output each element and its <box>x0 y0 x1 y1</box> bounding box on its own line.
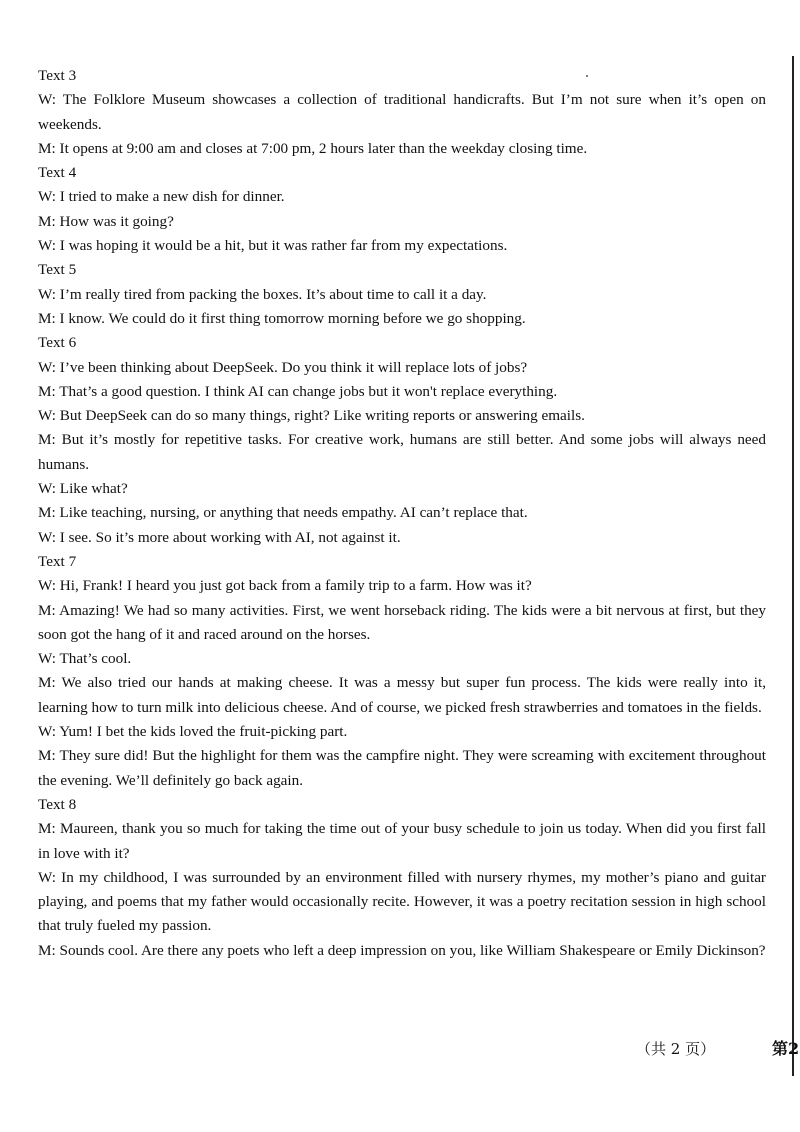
dialogue-line: W: Hi, Frank! I heard you just got back from a family trip to a farm. How was it? <box>38 577 532 595</box>
section-heading: Text 8 <box>38 795 77 813</box>
dialogue-line: W: But DeepSeek can do so many things, right? Like writing reports or answering emails. <box>38 407 585 425</box>
dialogue-line: M: That’s a good question. I think AI can change jobs but it won't replace everything. <box>38 382 558 400</box>
footer-page-number: 第2 <box>772 1039 800 1058</box>
dialogue-line: W: The Folklore Museum showcases a collection of traditional handicrafts. But I’m not sure when it’s open on weekends. <box>38 91 766 133</box>
section-heading: Text 7 <box>38 552 77 570</box>
dialogue-line: M: Sounds cool. Are there any poets who left a deep impression on you, like William Shakespeare or Emily Dickinson? <box>38 941 766 959</box>
dialogue-line: W: I tried to make a new dish for dinner. <box>38 188 285 206</box>
page-edge-rule <box>792 56 794 1076</box>
dialogue-line: M: How was it going? <box>38 212 174 230</box>
dialogue-line: W: Yum! I bet the kids loved the fruit-picking part. <box>38 723 348 741</box>
dialogue-line: W: I see. So it’s more about working with AI, not against it. <box>38 528 401 546</box>
dialogue-line: M: I know. We could do it first thing tomorrow morning before we go shopping. <box>38 309 526 327</box>
dialogue-line: M: But it’s mostly for repetitive tasks. For creative work, humans are still better. And some jobs will always need humans. <box>38 431 766 473</box>
dialogue-line: M: We also tried our hands at making cheese. It was a messy but super fun process. The kids were really into it, learning how to turn milk into delicious cheese. And of course, we picked fresh strawberries and tomatoes in the fields. <box>38 674 766 716</box>
dialogue-line: W: I was hoping it would be a hit, but it was rather far from my expectations. <box>38 237 508 255</box>
dialogue-line: W: Like what? <box>38 480 128 498</box>
dialogue-line: M: They sure did! But the highlight for them was the campfire night. They were screaming with excitement throughout the evening. We’ll definitely go back again. <box>38 747 766 789</box>
listening-transcript <box>38 64 766 963</box>
dialogue-line: W: I’ve been thinking about DeepSeek. Do you think it will replace lots of jobs? <box>38 358 528 376</box>
dialogue-line: W: That’s cool. <box>38 650 132 668</box>
section-heading: Text 5 <box>38 261 77 279</box>
section-heading: Text 3 <box>38 67 77 84</box>
dialogue-line: M: Like teaching, nursing, or anything that needs empathy. AI can’t replace that. <box>38 504 528 522</box>
dialogue-line: M: Maureen, thank you so much for taking the time out of your busy schedule to join us today. When did you first fall in love with it? <box>38 820 766 862</box>
section-heading: Text 6 <box>38 334 77 352</box>
dialogue-line: M: Amazing! We had so many activities. First, we went horseback riding. The kids were a bit nervous at first, but they soon got the hang of it and raced around on the horses. <box>38 601 766 643</box>
section-heading: Text 4 <box>38 164 77 182</box>
dialogue-line: M: It opens at 9:00 am and closes at 7:00 pm, 2 hours later than the weekday closing time. <box>38 139 588 157</box>
dialogue-line: W: I’m really tired from packing the boxes. It’s about time to call it a day. <box>38 285 487 303</box>
footer-total-pages: （共 2 页） <box>636 1040 716 1058</box>
dialogue-line: W: In my childhood, I was surrounded by an environment filled with nursery rhymes, my mother’s piano and guitar playing, and poems that my father would occasionally recite. However, it was a poetry recitation session in high school that truly fueled my passion. <box>38 868 766 935</box>
